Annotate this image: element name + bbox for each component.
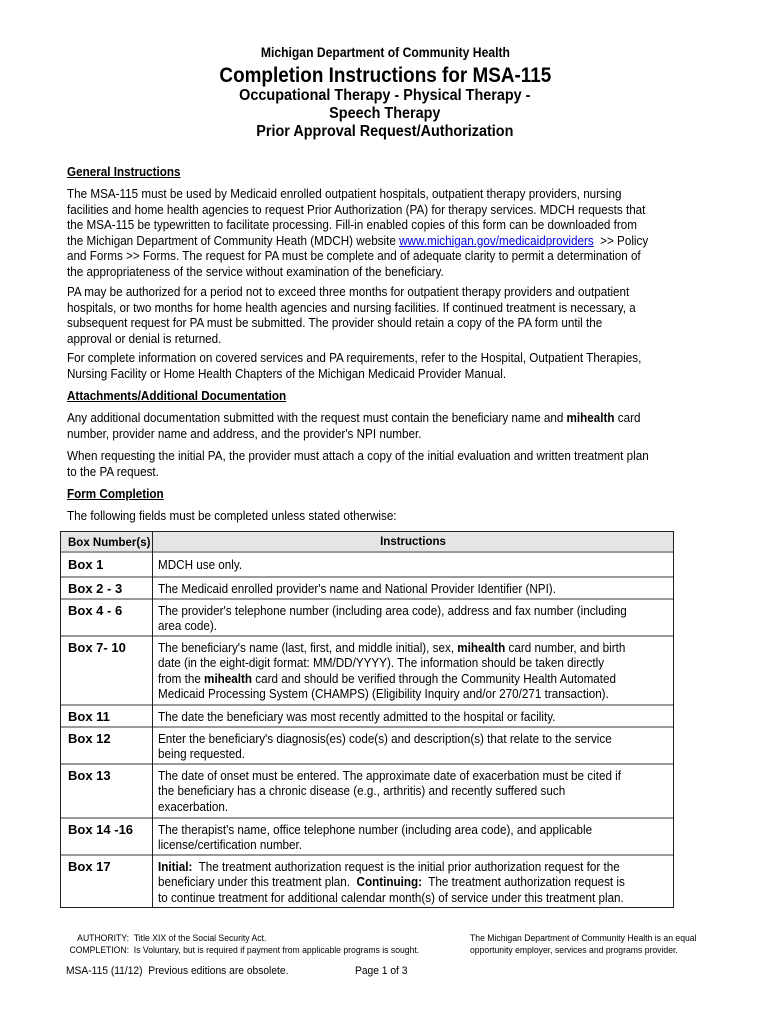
- authority-label: AUTHORITY:: [77, 933, 129, 944]
- text-line: The MSA-115 must be used by Medicaid enrolled outpatient hospitals, outpatient therapy providers, nursing: [67, 186, 622, 201]
- text-line: area code).: [158, 618, 218, 634]
- text-line: [67, 410, 704, 426]
- general-paragraph-1: [67, 186, 704, 280]
- text-line: approval or denial is returned.: [67, 330, 222, 346]
- text-line: the appropriateness of the service without examination of the beneficiary.: [67, 263, 444, 279]
- box-number: Box 11: [68, 709, 110, 724]
- completion-label: COMPLETION:: [69, 944, 129, 956]
- box-number: Box 2 - 3: [68, 581, 123, 596]
- instruction-text: [158, 603, 671, 634]
- text-line: number, provider name and address, and the provider's NPI number.: [67, 425, 422, 441]
- authority-line: [66, 933, 419, 945]
- text-line: The provider's telephone number (including area code), address and fax number (including: [158, 603, 627, 618]
- text-line: The date of onset must be entered. The approximate date of exacerbation must be cited if: [158, 768, 622, 783]
- text-line: PA may be authorized for a period not to exceed three months for outpatient therapy providers and outpatient: [67, 284, 630, 299]
- text-line: facilities and home health agencies to request Prior Authorization (PA) for therapy services. MDCH requests that: [67, 201, 646, 217]
- text-line: [158, 874, 671, 889]
- text-span: The treatment authorization request is the initial prior authorization request for the: [192, 859, 620, 874]
- instruction-text: [158, 557, 671, 572]
- text-line: the MSA-115 be typewritten to facilitate processing. Fill-in enabled copies of this form can be downloaded from: [67, 217, 638, 233]
- text-line: When requesting the initial PA, the provider must attach a copy of the initial evaluation and written treatment plan: [67, 448, 649, 463]
- text-span: the Michigan Department of Community Heath (MDCH) website: [67, 232, 400, 248]
- text-line: to continue treatment for additional calendar month(s) of service under this treatment plan.: [158, 889, 624, 905]
- column-divider: [152, 532, 153, 907]
- subtitle-line-3: Prior Approval Request/Authorization: [256, 123, 514, 140]
- text-line: Nursing Facility or Home Health Chapters of the Michigan Medicaid Provider Manual.: [67, 365, 507, 381]
- instruction-text: [158, 822, 671, 853]
- text-line: MDCH use only.: [158, 557, 243, 572]
- text-line: hospitals, or two months for home health agencies and nursing facilities. If continued treatment is necessary, a: [67, 299, 636, 315]
- completion-line: [66, 945, 419, 957]
- general-paragraph-2: [67, 284, 704, 346]
- mihealth-bold: mihealth: [457, 640, 506, 655]
- text-line: being requested.: [158, 746, 245, 762]
- continuing-bold: Continuing:: [356, 874, 422, 890]
- text-line: exacerbation.: [158, 798, 229, 814]
- attachments-paragraph-1: [67, 410, 704, 441]
- instruction-text: [158, 581, 671, 596]
- mihealth-bold: mihealth: [204, 670, 253, 686]
- authority-text: Title XIX of the Social Security Act.: [133, 933, 267, 944]
- text-span: The treatment authorization request is: [421, 874, 625, 890]
- text-line: The therapist's name, office telephone number (including area code), and applicable: [158, 822, 593, 837]
- authority-block: [66, 933, 419, 956]
- text-line: license/certification number.: [158, 837, 303, 853]
- header-instructions: Instructions: [380, 536, 446, 548]
- subtitle-line-1: Occupational Therapy - Physical Therapy -: [239, 87, 531, 104]
- text-line: and Forms >> Forms. The request for PA must be complete and of adequate clarity to permit a determination of: [67, 248, 641, 264]
- box-number: Box 1: [68, 557, 104, 572]
- text-line: Enter the beneficiary's diagnosis(es) code(s) and description(s) that relate to the service: [158, 731, 612, 746]
- form-completion-intro: The following fields must be completed unless stated otherwise:: [67, 508, 397, 523]
- box-number: Box 17: [68, 859, 111, 874]
- box-number: Box 12: [68, 731, 111, 746]
- subtitle-line-2: Speech Therapy: [329, 105, 441, 122]
- general-instructions-heading: General Instructions: [67, 164, 181, 179]
- instruction-text: [158, 640, 671, 701]
- text-span: >> Policy: [593, 232, 649, 248]
- box-number: Box 13: [68, 768, 111, 783]
- text-line: [158, 859, 671, 874]
- text-span: card: [614, 410, 641, 425]
- text-span: The beneficiary's name (last, first, and middle initial), sex,: [158, 640, 458, 655]
- instruction-text: [158, 731, 671, 762]
- instruction-text: [158, 709, 671, 724]
- form-completion-heading: Form Completion: [67, 486, 164, 501]
- medicaid-providers-link[interactable]: www.michigan.gov/medicaidproviders: [399, 232, 594, 248]
- instructions-table: [60, 531, 674, 908]
- department-name: Michigan Department of Community Health: [260, 45, 510, 60]
- form-edition: MSA-115 (11/12) Previous editions are obsolete.: [66, 965, 289, 977]
- box-number: Box 14 -16: [68, 822, 134, 837]
- text-span: Any additional documentation submitted with the request must contain the beneficiary name and: [67, 410, 567, 425]
- text-line: opportunity employer, services and programs provider.: [470, 944, 678, 956]
- text-line: The Michigan Department of Community Health is an equal: [470, 933, 697, 944]
- box-number: Box 4 - 6: [68, 603, 123, 618]
- text-line: date (in the eight-digit format: MM/DD/YYYY). The information should be taken directly: [158, 655, 605, 671]
- general-paragraph-3: [67, 350, 704, 381]
- text-line: to the PA request.: [67, 463, 159, 479]
- text-line: For complete information on covered services and PA requirements, refer to the Hospital, Outpatient Therapies,: [67, 350, 642, 365]
- completion-text: Is Voluntary, but is required if payment from applicable programs is sought.: [133, 944, 420, 956]
- box-number: Box 7- 10: [68, 640, 126, 655]
- text-line: [158, 640, 671, 655]
- attachments-paragraph-2: [67, 448, 704, 479]
- equal-opportunity-statement: [470, 933, 697, 956]
- text-line: [67, 233, 704, 249]
- mihealth-bold: mihealth: [566, 410, 615, 425]
- text-line: subsequent request for PA must be submitted. The provider should retain a copy of the PA form until the: [67, 315, 603, 331]
- header-box-numbers: Box Number(s): [68, 537, 151, 549]
- instruction-text: [158, 859, 671, 905]
- text-line: the beneficiary has a chronic disease (e.g., arthritis) and recently suffered such: [158, 783, 566, 799]
- page-number: Page 1 of 3: [355, 965, 408, 977]
- text-line: Medicaid Processing System (CHAMPS) (Eligibility Inquiry and/or 270/271 transaction).: [158, 685, 609, 701]
- text-line: The Medicaid enrolled provider's name and National Provider Identifier (NPI).: [158, 581, 556, 596]
- text-line: The date the beneficiary was most recently admitted to the hospital or facility.: [158, 709, 556, 724]
- page-title: Completion Instructions for MSA-115: [219, 64, 551, 87]
- initial-bold: Initial:: [158, 859, 193, 874]
- text-span: from the: [158, 670, 205, 686]
- attachments-heading: Attachments/Additional Documentation: [67, 388, 287, 403]
- text-span: card and should be verified through the Community Health Automated: [252, 670, 617, 686]
- instruction-text: [158, 768, 671, 814]
- text-span: beneficiary under this treatment plan.: [158, 874, 357, 890]
- text-line: [158, 671, 671, 686]
- text-span: card number, and birth: [505, 640, 626, 655]
